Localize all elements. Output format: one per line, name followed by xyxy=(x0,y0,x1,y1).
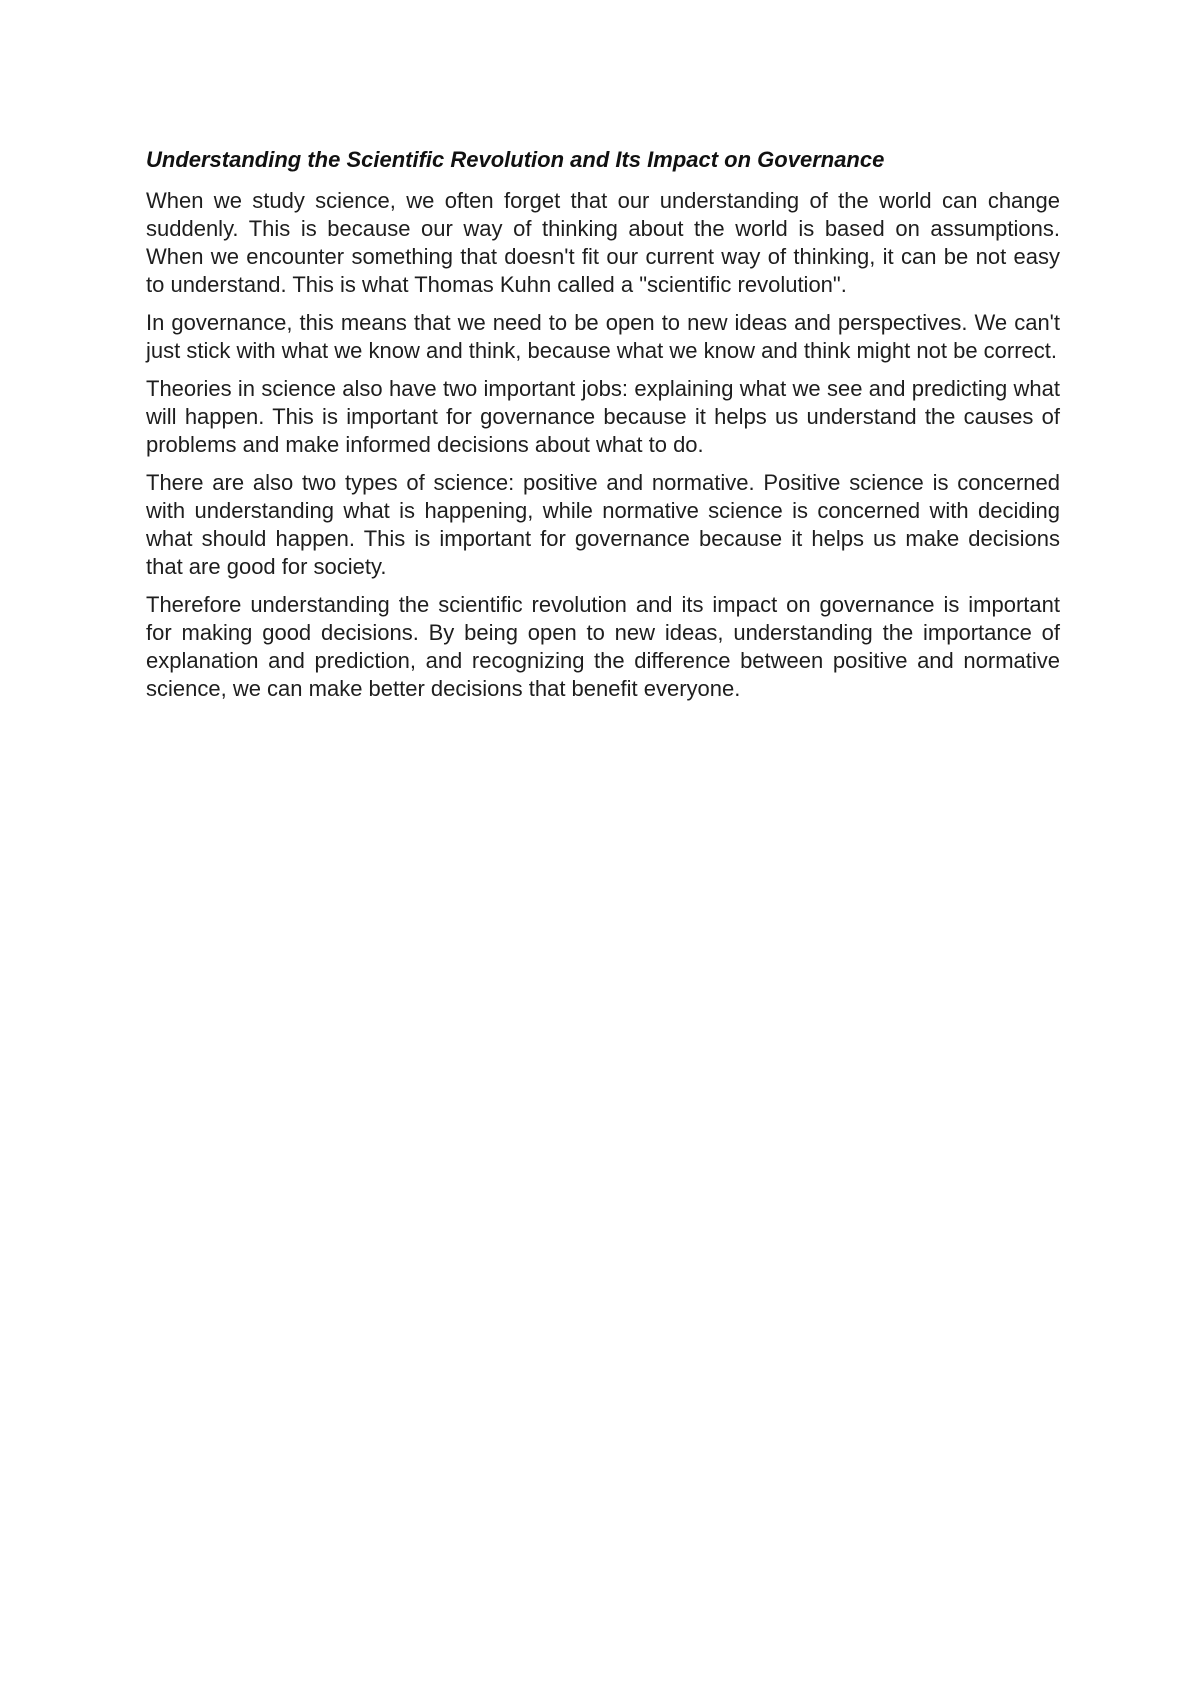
paragraph-governance-open-ideas: In governance, this means that we need to be open to new ideas and perspectives. We can't just stick with what we know and think, because what we know and think might not be correct. xyxy=(146,310,1060,363)
document-title: Understanding the Scientific Revolution and Its Impact on Governance xyxy=(146,147,885,172)
paragraph-theories-jobs: Theories in science also have two important jobs: explaining what we see and predicting what will happen. This is important for governance because it helps us understand the causes of problems and make informed decisions about what to do. xyxy=(146,376,1060,457)
document-body xyxy=(146,145,1060,713)
paragraph-conclusion: Therefore understanding the scientific revolution and its impact on governance is important for making good decisions. By being open to new ideas, understanding the importance of explanation and prediction, and recognizing the difference between positive and normative science, we can make better decisions that benefit everyone. xyxy=(146,592,1060,701)
paragraph-positive-normative-science: There are also two types of science: positive and normative. Positive science is concerned with understanding what is happening, while normative science is concerned with deciding what should happen. This is important for governance because it helps us make decisions that are good for society. xyxy=(146,470,1060,579)
paragraph-scientific-revolution: When we study science, we often forget that our understanding of the world can change suddenly. This is because our way of thinking about the world is based on assumptions. When we encounter something that doesn't fit our current way of thinking, it can be not easy to understand. This is what Thomas Kuhn called a "scientific revolution". xyxy=(146,188,1060,297)
